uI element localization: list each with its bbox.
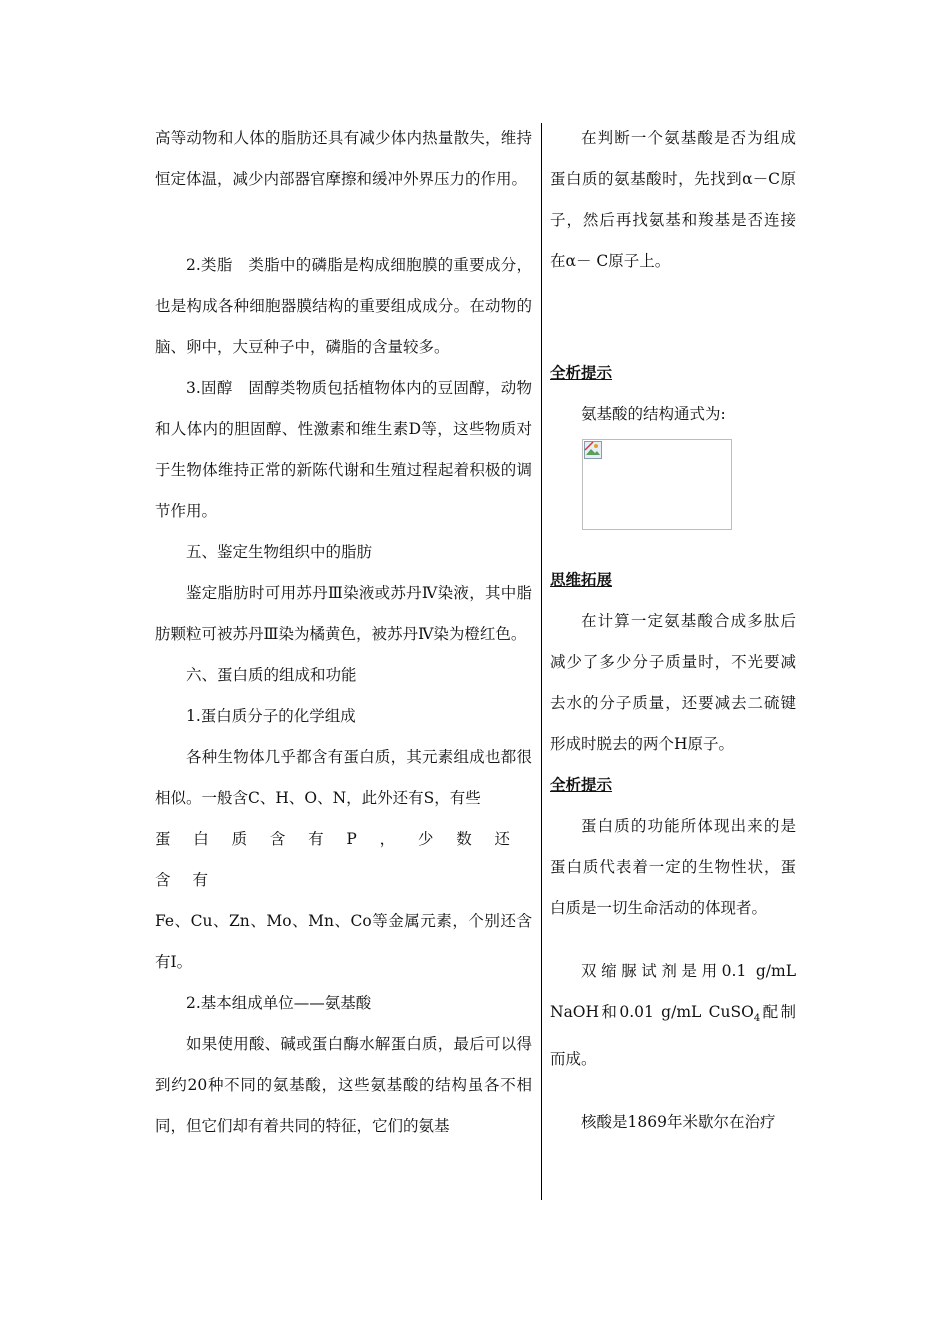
section-head-analysis: 全析提示 (550, 364, 613, 382)
heading-protein-chemistry: 1.蛋白质分子的化学组成 (186, 707, 356, 725)
paragraph-sterol: 3.固醇 固醇类物质包括植物体内的豆固醇，动物和人体内的胆固醇、性激素和维生素D等，这些物质对于生物体维持正常的新陈代谢和生殖过程起着积极的调节作用。 (155, 379, 532, 520)
broken-image-icon (584, 441, 602, 459)
paragraph-amino-acid: 如果使用酸、碱或蛋白酶水解蛋白质，最后可以得到约20种不同的氨基酸，这些氨基酸的结构虽各不相同，但它们却有着共同的特征，它们的氨基 (155, 1035, 532, 1135)
note-disulfide: 在计算一定氨基酸合成多肽后减少了多少分子质量时，不光要减去水的分子质量，还要减去二硫键形成时脱去的两个H原子。 (550, 612, 796, 753)
paragraph-protein-elements: 各种生物体几乎都含有蛋白质，其元素组成也都很相似。一般含C、H、O、N，此外还有S，有些 (155, 748, 532, 807)
note-alpha-carbon: 在判断一个氨基酸是否为组成蛋白质的氨基酸时，先找到α－C原子，然后再找氨基和羧基是否连接在α－ C原子上。 (550, 129, 796, 270)
paragraph-fat-function: 高等动物和人体的脂肪还具有减少体内热量散失，维持恒定体温，减少内部器官摩擦和缓冲外界压力的作用。 (155, 129, 532, 188)
note-biuret-reagent: 双缩脲试剂是用0.1 g/mL NaOH和0.01 g/mL CuSO$_4$配制而成。 (550, 962, 796, 1069)
left-column (155, 118, 532, 1147)
section-head-analysis-2: 全析提示 (550, 776, 613, 794)
paragraph-protein-metals: Fe、Cu、Zn、Mo、Mn、Co等金属元素，个别还含有I。 (155, 912, 532, 971)
heading-amino-acid: 2.基本组成单位——氨基酸 (186, 994, 372, 1012)
heading-protein: 六、蛋白质的组成和功能 (186, 666, 357, 684)
paragraph-sudan-stain: 鉴定脂肪时可用苏丹Ⅲ染液或苏丹Ⅳ染液，其中脂肪颗粒可被苏丹Ⅲ染为橘黄色，被苏丹Ⅳ染为橙红色。 (155, 584, 532, 643)
formula-image-placeholder (582, 439, 732, 530)
right-column (550, 118, 796, 1143)
paragraph-protein-elements-spaced: 蛋白质含有P，少数还含有 (155, 830, 532, 889)
note-nucleic-acid: 核酸是1869年米歇尔在治疗 (581, 1113, 776, 1132)
heading-fat-identification: 五、鉴定生物组织中的脂肪 (186, 543, 373, 561)
column-divider (541, 123, 542, 1200)
paragraph-lipoid: 2.类脂 类脂中的磷脂是构成细胞膜的重要成分，也是构成各种细胞器膜结构的重要组成成分。在动物的脑、卵中，大豆种子中，磷脂的含量较多。 (155, 256, 532, 356)
note-protein-function: 蛋白质的功能所体现出来的是蛋白质代表着一定的生物性状，蛋白质是一切生命活动的体现者。 (550, 817, 796, 917)
section-head-extension: 思维拓展 (550, 571, 613, 589)
note-general-formula: 氨基酸的结构通式为: (581, 405, 726, 423)
